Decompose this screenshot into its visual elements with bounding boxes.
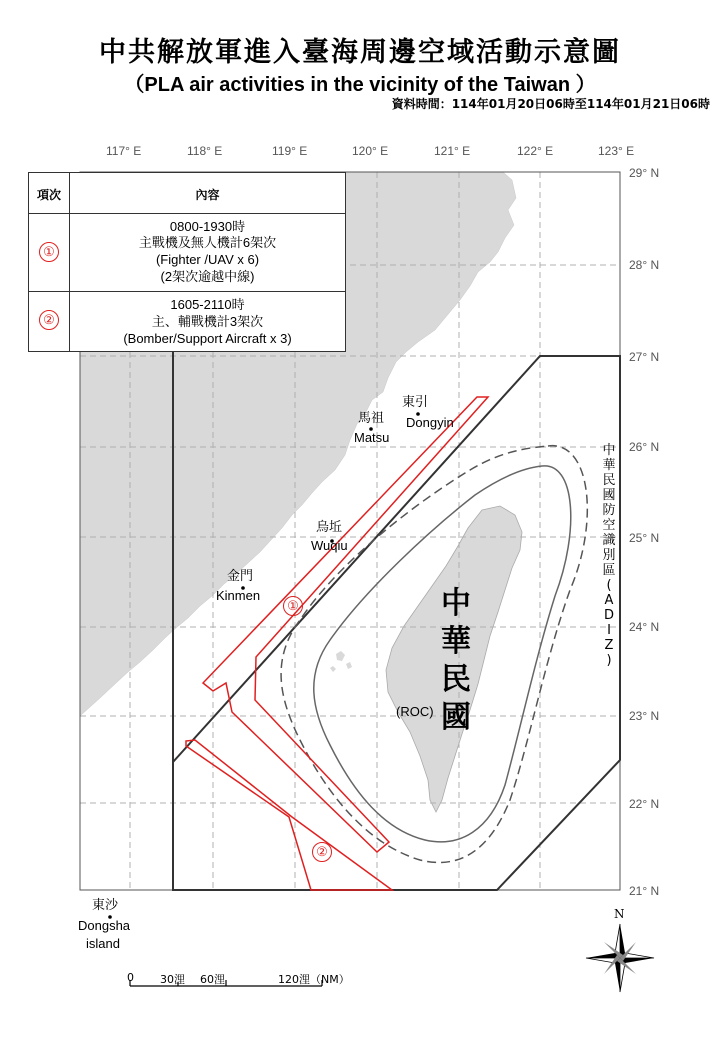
label-kinmen-zh: 金門 (227, 569, 254, 584)
compass-rose (586, 924, 654, 992)
legend-marker-1: ① (39, 242, 59, 262)
legend-header-content: 內容 (195, 188, 220, 202)
legend-row-1-line-3: (Fighter /UAV x 6) (155, 252, 260, 267)
lon-label-121: 121° E (434, 144, 471, 158)
penghu-islands (330, 651, 352, 672)
adiz-char: I (607, 623, 611, 638)
label-wuqiu-en: Wuqiu (311, 538, 348, 553)
label-matsu-zh: 馬祖 (358, 411, 385, 426)
compass-north-label: N (614, 907, 625, 921)
label-dongsha-zh: 東沙 (92, 898, 119, 913)
lat-label-29: 29° N (629, 166, 660, 180)
lon-label-118: 118° E (187, 144, 223, 158)
legend-row-1-line-2: 主戰機及無人機計6架次 (138, 235, 277, 250)
adiz-char: 華 (602, 458, 616, 473)
scale-label-0: 0 (127, 971, 134, 984)
adiz-char: Z (604, 638, 614, 653)
data-period: 資料時間：114年01月20日06時至114年01月21日06時 (391, 97, 710, 111)
label-dongyin-zh: 東引 (402, 395, 429, 410)
lat-label-28: 28° N (629, 258, 660, 272)
scale-label-30: 30浬 (160, 973, 185, 986)
activity-zone-2 (186, 740, 392, 890)
lon-label-119: 119° E (272, 144, 308, 158)
legend-header-index: 項次 (36, 188, 61, 202)
label-dongsha-en-1: Dongsha (78, 918, 131, 933)
label-kinmen-en: Kinmen (216, 588, 261, 603)
adiz-char: 民 (602, 473, 616, 488)
label-dongsha-en-2: island (86, 936, 120, 951)
lat-label-27: 27° N (629, 350, 660, 364)
adiz-char: 空 (602, 518, 616, 533)
adiz-char: 別 (602, 548, 616, 563)
label-wuqiu-zh: 烏坵 (316, 520, 343, 535)
label-dongyin-en: Dongyin (406, 415, 454, 430)
lat-label-25: 25° N (629, 531, 660, 545)
lat-label-23: 23° N (629, 709, 660, 723)
roc-char-2: 華 (441, 624, 471, 659)
roc-char-1: 中 (441, 586, 471, 621)
adiz-char: 中 (602, 443, 616, 458)
label-matsu-en: Matsu (354, 430, 390, 445)
legend-row-2-line-2: 主、輔戰機計3架次 (151, 314, 264, 329)
zone-2-marker: ② (312, 842, 332, 862)
roc-char-4: 國 (441, 700, 471, 735)
adiz-char: 國 (602, 488, 616, 503)
scale-label-60: 60浬 (200, 973, 225, 986)
zone-1-marker: ① (283, 596, 303, 616)
legend-row-2-line-1: 1605-2110時 (170, 297, 245, 312)
adiz-char: ) (606, 653, 612, 668)
adiz-char: 識 (602, 533, 616, 548)
legend-row-2-line-3: (Bomber/Support Aircraft x 3) (123, 331, 292, 346)
lat-label-26: 26° N (629, 440, 660, 454)
adiz-char: ( (606, 578, 612, 593)
adiz-vertical-label (600, 443, 618, 668)
lat-label-22: 22° N (629, 797, 660, 811)
legend-row-1-line-1: 0800-1930時 (169, 219, 246, 234)
legend-marker-2: ② (39, 310, 59, 330)
lon-label-123: 123° E (598, 144, 635, 158)
legend-row-1 (29, 213, 345, 292)
map-subtitle: （PLA air activities in the vicinity of the Taiwan ） (124, 74, 596, 96)
lat-label-21: 21° N (629, 884, 660, 898)
lon-label-117: 117° E (106, 144, 142, 158)
legend-table (28, 172, 346, 352)
lon-label-120: 120° E (352, 144, 389, 158)
roc-char-3: 民 (441, 662, 471, 697)
scale-label-120: 120浬（NM） (278, 973, 350, 986)
lon-label-122: 122° E (517, 144, 554, 158)
adiz-char: D (603, 608, 614, 623)
legend-row-2 (29, 291, 345, 352)
label-roc-en: (ROC) (396, 704, 434, 719)
lat-label-24: 24° N (629, 620, 660, 634)
map-title: 中共解放軍進入臺海周邊空域活動示意圖 (99, 37, 621, 68)
adiz-char: 區 (602, 563, 616, 578)
adiz-char: A (604, 593, 614, 608)
adiz-char: 防 (602, 503, 616, 518)
legend-row-1-line-4: (2架次逾越中線) (160, 269, 255, 284)
